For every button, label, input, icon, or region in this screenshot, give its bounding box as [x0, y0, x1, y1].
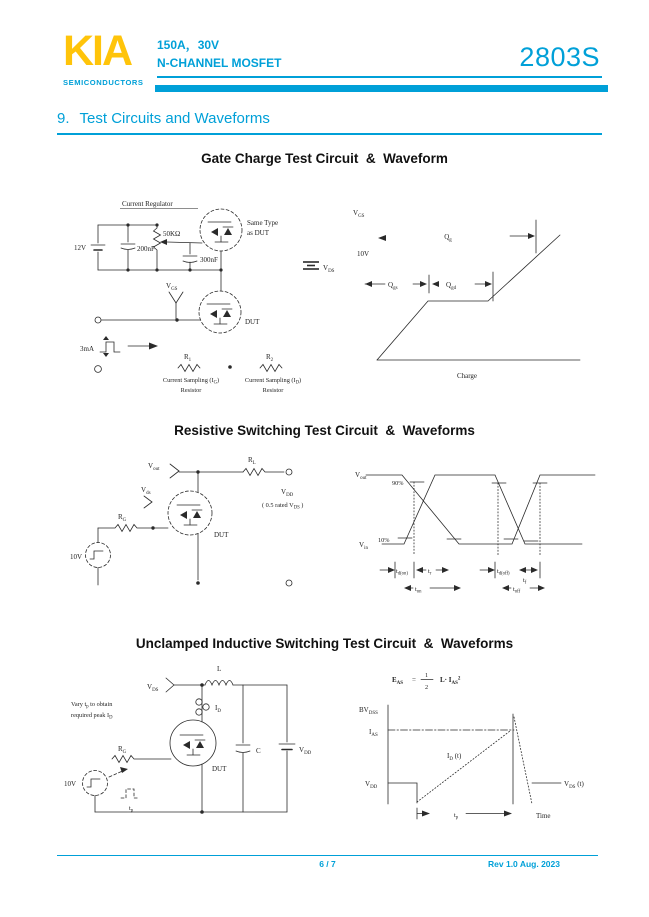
label-tr: $t_r$: [428, 568, 432, 577]
gate-charge-waveform: [345, 198, 595, 390]
header-rule-thick: [155, 85, 608, 92]
label-rl: $R_L$: [248, 456, 256, 466]
gate-charge-circuit: [70, 192, 345, 397]
battery-12v: [91, 225, 105, 270]
vgs-curve: [377, 235, 560, 360]
arrow-down: [103, 353, 109, 357]
pulse-source: [83, 771, 108, 796]
label-resistor: Resistor: [180, 387, 202, 394]
id-ramp: [417, 731, 510, 802]
label-dut: DUT: [214, 531, 229, 539]
svg-text:1: 1: [425, 672, 429, 679]
label-bvdss: $BV_{DSS}$: [359, 706, 378, 716]
label-qg: $Q_g$: [444, 233, 452, 243]
capacitor-200nf: [121, 225, 135, 270]
revision-label: Rev 1.0 Aug. 2023: [488, 859, 560, 869]
vout-probe-wedge: [170, 464, 179, 478]
label-vout-probe: $V_{out}$: [148, 462, 160, 472]
label-tp: $t_p$: [454, 812, 459, 821]
mosfet-symbol: [177, 505, 202, 525]
label-50k: 50KΩ: [163, 230, 181, 238]
page-number: 6 / 7: [319, 859, 336, 869]
svg-text:=: =: [412, 676, 416, 684]
terminal: [95, 366, 102, 373]
kia-logo-subtitle: SEMICONDUCTORS: [63, 78, 144, 87]
label-c: C: [256, 747, 261, 755]
label-qgd: $Q_{gd}$: [446, 281, 457, 291]
same-type-mosfet-circle: [200, 209, 242, 251]
battery-vdd: [279, 685, 295, 812]
label-tf: $t_f$: [523, 577, 527, 586]
capacitor-c: [236, 685, 250, 812]
label-vout: $V_{out}$: [355, 471, 367, 481]
label-ias: $I_{AS}$: [369, 728, 378, 738]
resistor-rg: [98, 525, 168, 532]
label-current-sampling-id: Current Sampling $(I_D)$: [244, 377, 302, 386]
section-number: 9.: [57, 110, 70, 127]
label-resistor: Resistor: [262, 387, 284, 394]
label-qgs: $Q_{gs}$: [388, 281, 398, 291]
label-note-line2: required peak $I_D$: [71, 712, 113, 721]
input-terminal: [95, 317, 101, 323]
current-probe-coil: [196, 699, 209, 715]
label-10pct: 10%: [378, 537, 390, 544]
tp-pulse-glyph: [121, 789, 139, 798]
level-arrow: [378, 235, 386, 241]
label-vdd-note: ( 0.5 rated $V_{DS}$ ): [262, 502, 304, 511]
vds-probe-wedge: [144, 496, 152, 508]
label-300nf: 300nF: [200, 256, 218, 264]
vds-step: [388, 783, 417, 803]
svg-text:L· IAS2: $L\cdot I_{AS}^2$: [440, 676, 461, 686]
step-glyph: [87, 779, 100, 787]
device-rating-block: [157, 36, 281, 72]
label-current-sampling-ig: Current Sampling $(I_G)$: [162, 377, 220, 386]
label-12v: 12V: [74, 244, 87, 252]
pulse-glyph: [100, 342, 120, 352]
section-title: Test Circuits and Waveforms: [79, 110, 270, 127]
arrow-up: [103, 336, 109, 340]
vds-fall: [514, 717, 532, 804]
device-type: N-CHANNEL MOSFET: [157, 56, 282, 70]
label-vds-bias: $V_{DS}$: [323, 264, 335, 274]
capacitor-300nf: [183, 243, 197, 270]
label-charge: Charge: [456, 372, 478, 380]
dut-circle: [168, 491, 212, 535]
step-glyph: [90, 551, 103, 559]
resistor-rg: [112, 756, 171, 763]
label-dut: DUT: [212, 765, 227, 773]
label-vdd: $V_{DD}$: [365, 780, 378, 790]
part-number: 2803S: [519, 42, 600, 72]
fig2-title: Resistive Switching Test Circuit & Waveforms: [174, 423, 475, 438]
vin-trace: [382, 475, 582, 544]
pot-wiper-arrow: [160, 239, 167, 245]
label-r1: $R_1$: [184, 353, 192, 363]
label-same-type-2: as DUT: [247, 229, 269, 237]
label-td-off: $t_{d(off)}$: [497, 568, 510, 577]
label-id-t: $I_D$ (t): [447, 752, 462, 762]
label-rg: $R_G$: [118, 745, 127, 755]
label-90pct: 90%: [392, 480, 404, 487]
svg-text:2: 2: [425, 684, 429, 691]
label-vds-probe: $V_{ds}$: [141, 486, 151, 496]
label-dut: DUT: [245, 318, 260, 326]
vgs-probe-wedge: [169, 292, 183, 320]
vds-probe-wedge: [166, 678, 174, 692]
vds-bias-battery: [303, 262, 319, 269]
level-ticks: [398, 482, 547, 541]
eas-formula: [392, 672, 461, 691]
dut-circle: [170, 720, 216, 766]
label-vgs-axis: $V_{GS}$: [353, 209, 365, 219]
label-10v: 10V: [357, 250, 370, 258]
label-r2: $R_2$: [266, 353, 274, 363]
svg-text:Current Regulator: Current Regulator: [122, 200, 173, 208]
section-heading: [57, 110, 270, 127]
kia-logo: KIA: [63, 27, 132, 75]
label-note-line1: Vary $t_p$ to obtain: [71, 701, 113, 710]
svg-text:EAS: $E_{AS}$: [392, 676, 404, 686]
label-200nf: 200nF: [137, 245, 155, 253]
resistor-r2: [260, 365, 282, 372]
label-same-type-1: Same Type: [247, 219, 279, 227]
fig3-title: Unclamped Inductive Switching Test Circuit & Waveforms: [135, 636, 514, 651]
label-toff: $t_{off}$: [513, 586, 521, 595]
label-id: $I_D$: [215, 704, 221, 714]
resistor-rl: [243, 469, 284, 476]
label-tp: $t_p$: [129, 805, 134, 814]
pulse-source: [86, 543, 111, 568]
inductive-switching-circuit: [55, 658, 335, 843]
label-inductor: L: [217, 665, 222, 673]
label-vds-probe: $V_{DS}$: [147, 683, 159, 693]
dut-circle: [199, 291, 241, 333]
label-td-on: $t_{d(on)}$: [396, 568, 408, 577]
resistive-switching-waveform: [352, 455, 602, 605]
fig1-title: Gate Charge Test Circuit & Waveform: [201, 151, 448, 166]
label-vin: $V_{in}$: [359, 541, 368, 551]
label-vgs-probe: $V_{GS}$: [166, 282, 178, 292]
current-regulator-label: [120, 200, 198, 209]
inductive-switching-waveform: [358, 665, 598, 840]
top-wire-and-inductor: [174, 681, 287, 686]
label-vdd: $V_{DD}$: [299, 746, 312, 756]
label-time: Time: [536, 812, 551, 820]
mosfet-symbol: [207, 304, 232, 324]
label-10v: 10V: [70, 553, 83, 561]
mosfet-symbol: [208, 222, 233, 242]
device-rating: 150A，30V: [157, 38, 220, 52]
label-10v: 10V: [64, 780, 77, 788]
return-terminal: [286, 580, 292, 586]
header-rule-thin: [157, 76, 602, 78]
label-3ma: 3mA: [80, 345, 94, 353]
resistor-r1: [178, 365, 200, 372]
label-vdd: $V_{DD}$: [281, 488, 294, 498]
vdd-terminal: [286, 469, 292, 475]
resistive-switching-circuit: [62, 452, 312, 602]
label-ton: $t_{on}$: [415, 586, 422, 595]
label-vds-t: $V_{DS}$ (t): [564, 780, 584, 790]
label-rg: $R_G$: [118, 513, 127, 523]
section-underline: [57, 133, 602, 135]
mosfet-symbol: [180, 735, 205, 755]
footer-rule: [57, 855, 598, 856]
